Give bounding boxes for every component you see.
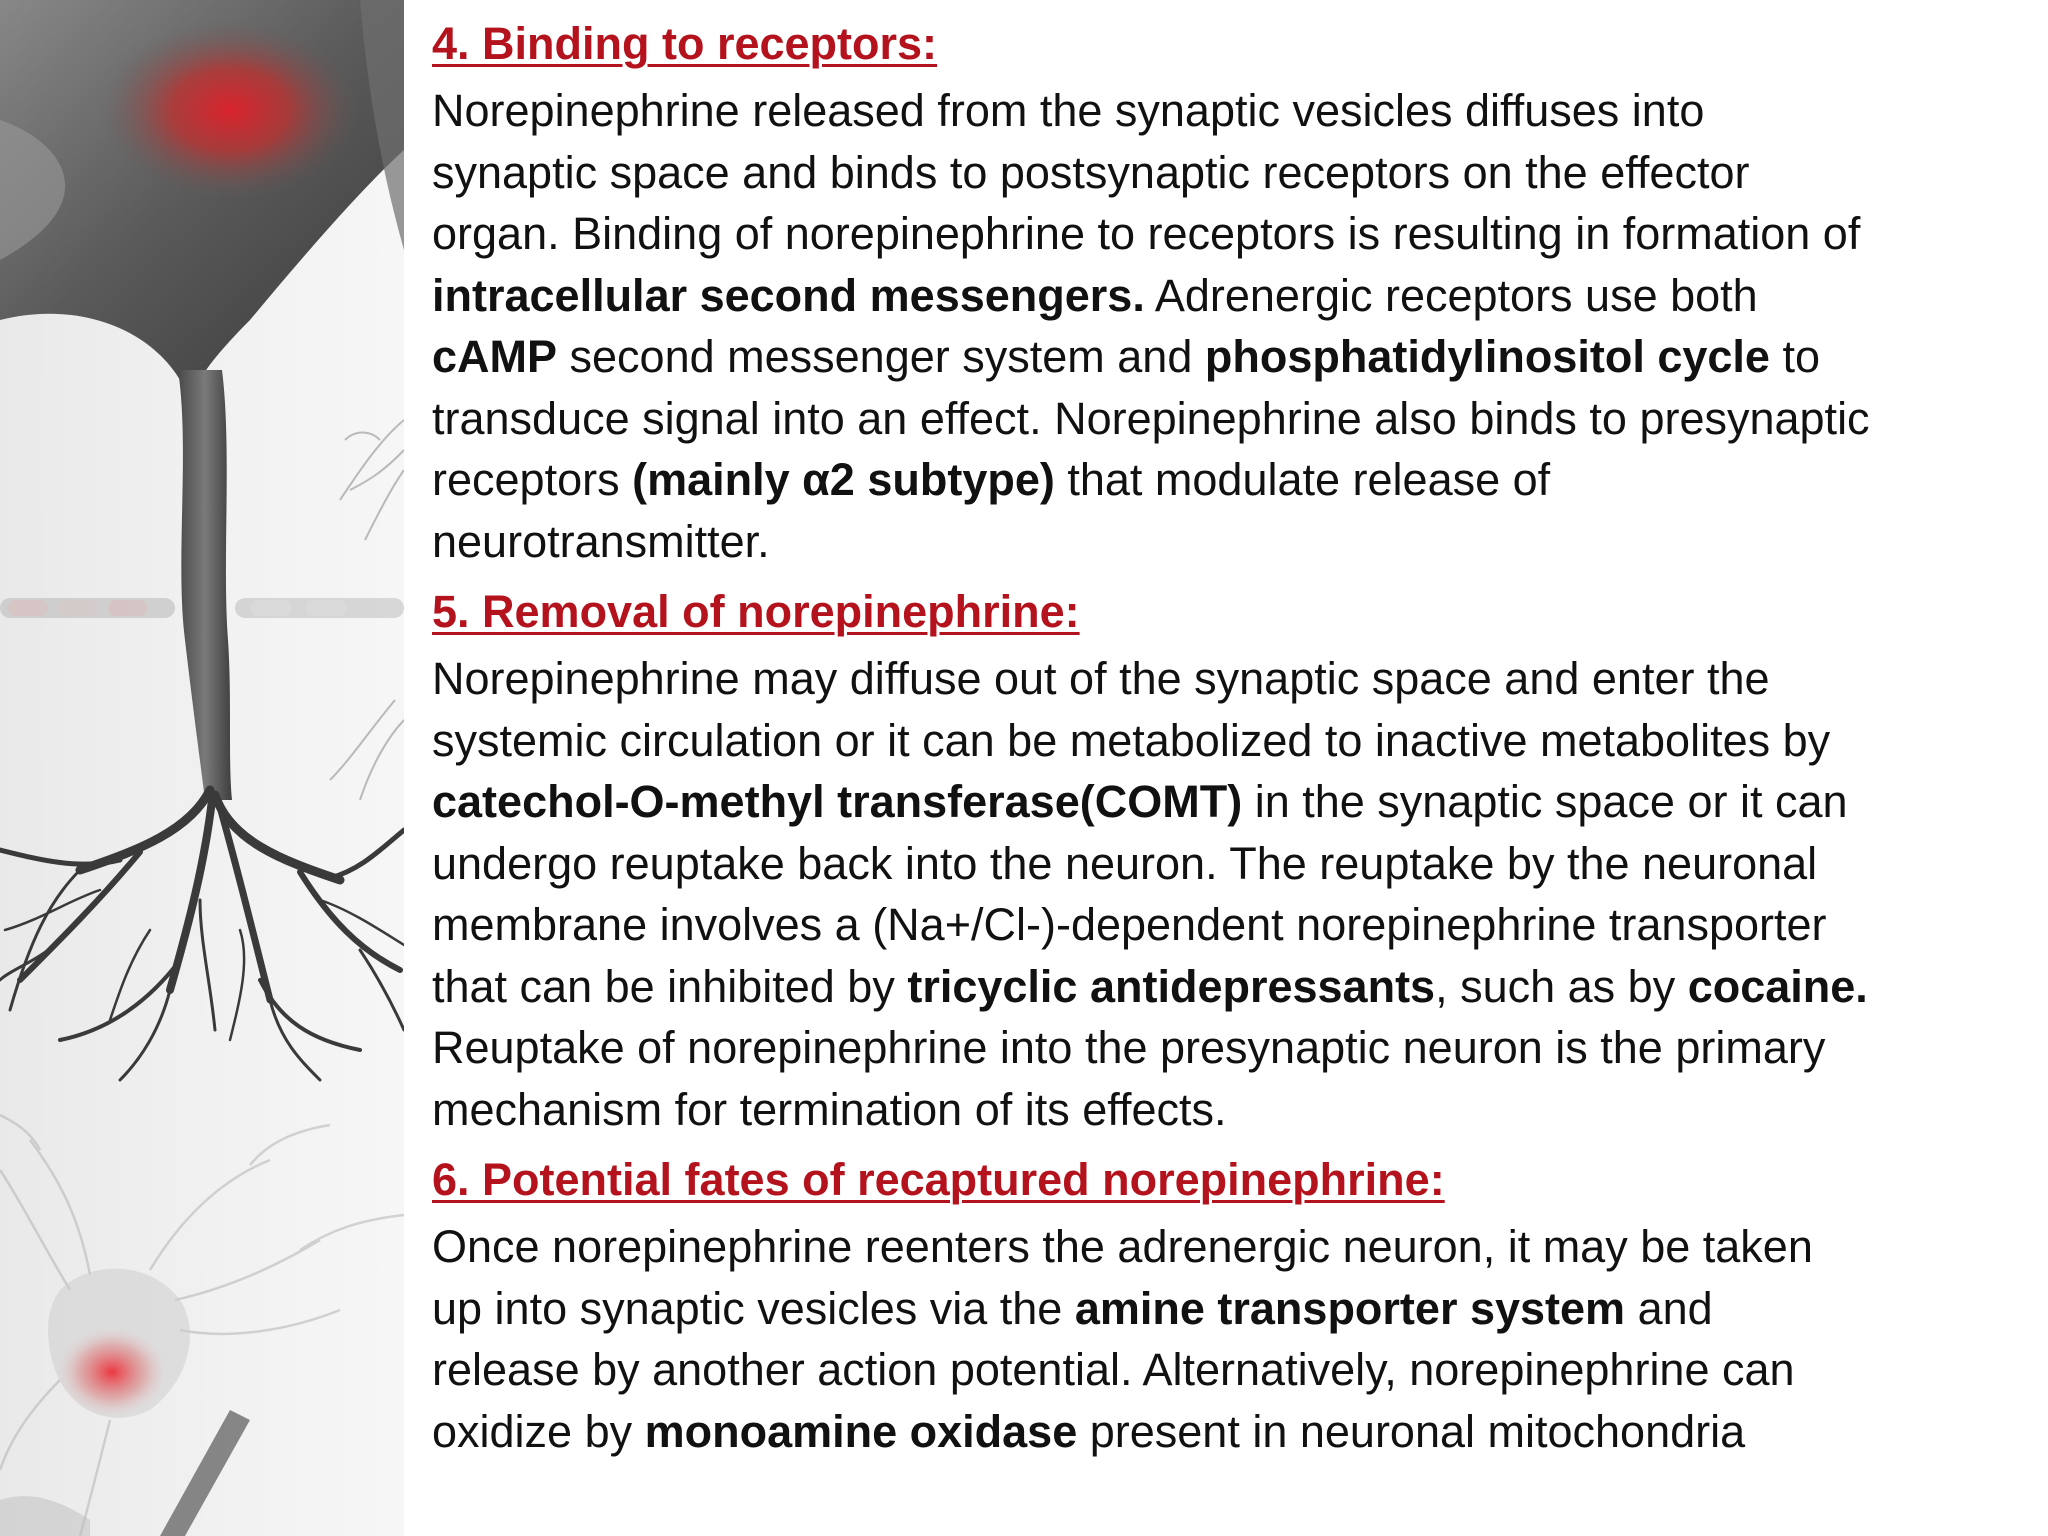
text-run: Norepinephrine released from the synaptic vesicles diffuses into: [432, 85, 1705, 136]
neuron-illustration-svg: [0, 0, 404, 1536]
text-run: that can be inhibited by: [432, 960, 908, 1012]
bold-term: intracellular second messengers.: [432, 269, 1145, 321]
text-run: receptors: [432, 454, 633, 505]
text-run: Reuptake of norepinephrine into the presynaptic neuron is the primary: [432, 1022, 1826, 1073]
text-run: in the synaptic space or it can: [1242, 776, 1848, 827]
paragraph-line: [432, 771, 2048, 833]
paragraph-line: [432, 648, 2048, 710]
text-run: release by another action potential. Alternatively, norepinephrine can: [432, 1344, 1795, 1395]
paragraph-line: [432, 326, 2048, 388]
text-run: second messenger system and: [557, 331, 1205, 382]
text-run: , such as by: [1435, 960, 1688, 1012]
paragraph-line: [432, 1339, 2048, 1401]
text-run: membrane involves a (Na+/Cl-)-dependent norepinephrine transporter: [432, 899, 1827, 950]
paragraph-line: [432, 449, 2048, 511]
paragraph-line: [432, 142, 2048, 204]
section-heading: 6. Potential fates of recaptured norepinephrine:: [432, 1154, 1445, 1205]
axon-shape: [178, 370, 232, 800]
bold-term: cAMP: [432, 331, 558, 382]
text-run: organ. Binding of norepinephrine to receptors is resulting in formation of: [432, 208, 1861, 259]
lower-fiber: [160, 1410, 250, 1536]
paragraph-line: [432, 833, 2048, 895]
section-heading: 5. Removal of norepinephrine:: [432, 586, 1080, 637]
bold-term: monoamine oxidase: [644, 1405, 1078, 1457]
paragraph-line: [432, 265, 2048, 327]
text-run: oxidize by: [432, 1405, 645, 1457]
section-paragraph: [432, 1216, 2048, 1462]
section-paragraph: [432, 648, 2048, 1140]
text-run: up into synaptic vesicles via the: [432, 1282, 1075, 1334]
bold-term: tricyclic antidepressants: [907, 960, 1436, 1012]
paragraph-line: [432, 956, 2048, 1018]
paragraph-line: [432, 1017, 2048, 1079]
text-run: and: [1625, 1282, 1713, 1334]
text-run: Once norepinephrine reenters the adrenergic neuron, it may be taken: [432, 1221, 1813, 1272]
paragraph-line: [432, 388, 2048, 450]
bold-term: catechol-O-methyl transferase(COMT): [432, 776, 1243, 827]
paragraph-line: [432, 894, 2048, 956]
bold-term: (mainly α2 subtype): [632, 454, 1055, 505]
neuron-illustration: [0, 0, 404, 1536]
red-highlight-lower: [57, 1327, 167, 1417]
text-run: synaptic space and binds to postsynaptic receptors on the effector: [432, 146, 1750, 198]
paragraph-line: [432, 1079, 2048, 1141]
bold-term: amine transporter system: [1074, 1282, 1626, 1334]
text-run: mechanism for termination of its effects.: [432, 1083, 1227, 1135]
section-heading: 4. Binding to receptors:: [432, 18, 938, 69]
text-run: that modulate release of: [1054, 454, 1551, 505]
dendrite-branches: [0, 790, 404, 1080]
paragraph-line: [432, 511, 2048, 573]
paragraph-line: [432, 1278, 2048, 1340]
text-run: undergo reuptake back into the neuron. The reuptake by the neuronal: [432, 837, 1818, 889]
text-run: to: [1769, 331, 1820, 382]
paragraph-line: [432, 203, 2048, 265]
paragraph-line: [432, 1401, 2048, 1463]
text-run: systemic circulation or it can be metabolized to inactive metabolites by: [432, 714, 1831, 766]
red-highlight: [100, 20, 360, 200]
text-run: Norepinephrine may diffuse out of the synaptic space and enter the: [432, 653, 1770, 704]
paragraph-line: [432, 710, 2048, 772]
text-run: neurotransmitter.: [432, 515, 770, 567]
text-run: present in neuronal mitochondria: [1077, 1405, 1746, 1457]
paragraph-line: [432, 1216, 2048, 1278]
bold-term: cocaine.: [1687, 960, 1868, 1012]
paragraph-line: [432, 80, 2048, 142]
text-run: Adrenergic receptors use both: [1144, 269, 1758, 321]
slide-content: [432, 14, 2048, 1472]
text-run: transduce signal into an effect. Norepinephrine also binds to presynaptic: [432, 392, 1870, 444]
section-paragraph: [432, 80, 2048, 572]
bold-term: phosphatidylinositol cycle: [1204, 331, 1770, 382]
